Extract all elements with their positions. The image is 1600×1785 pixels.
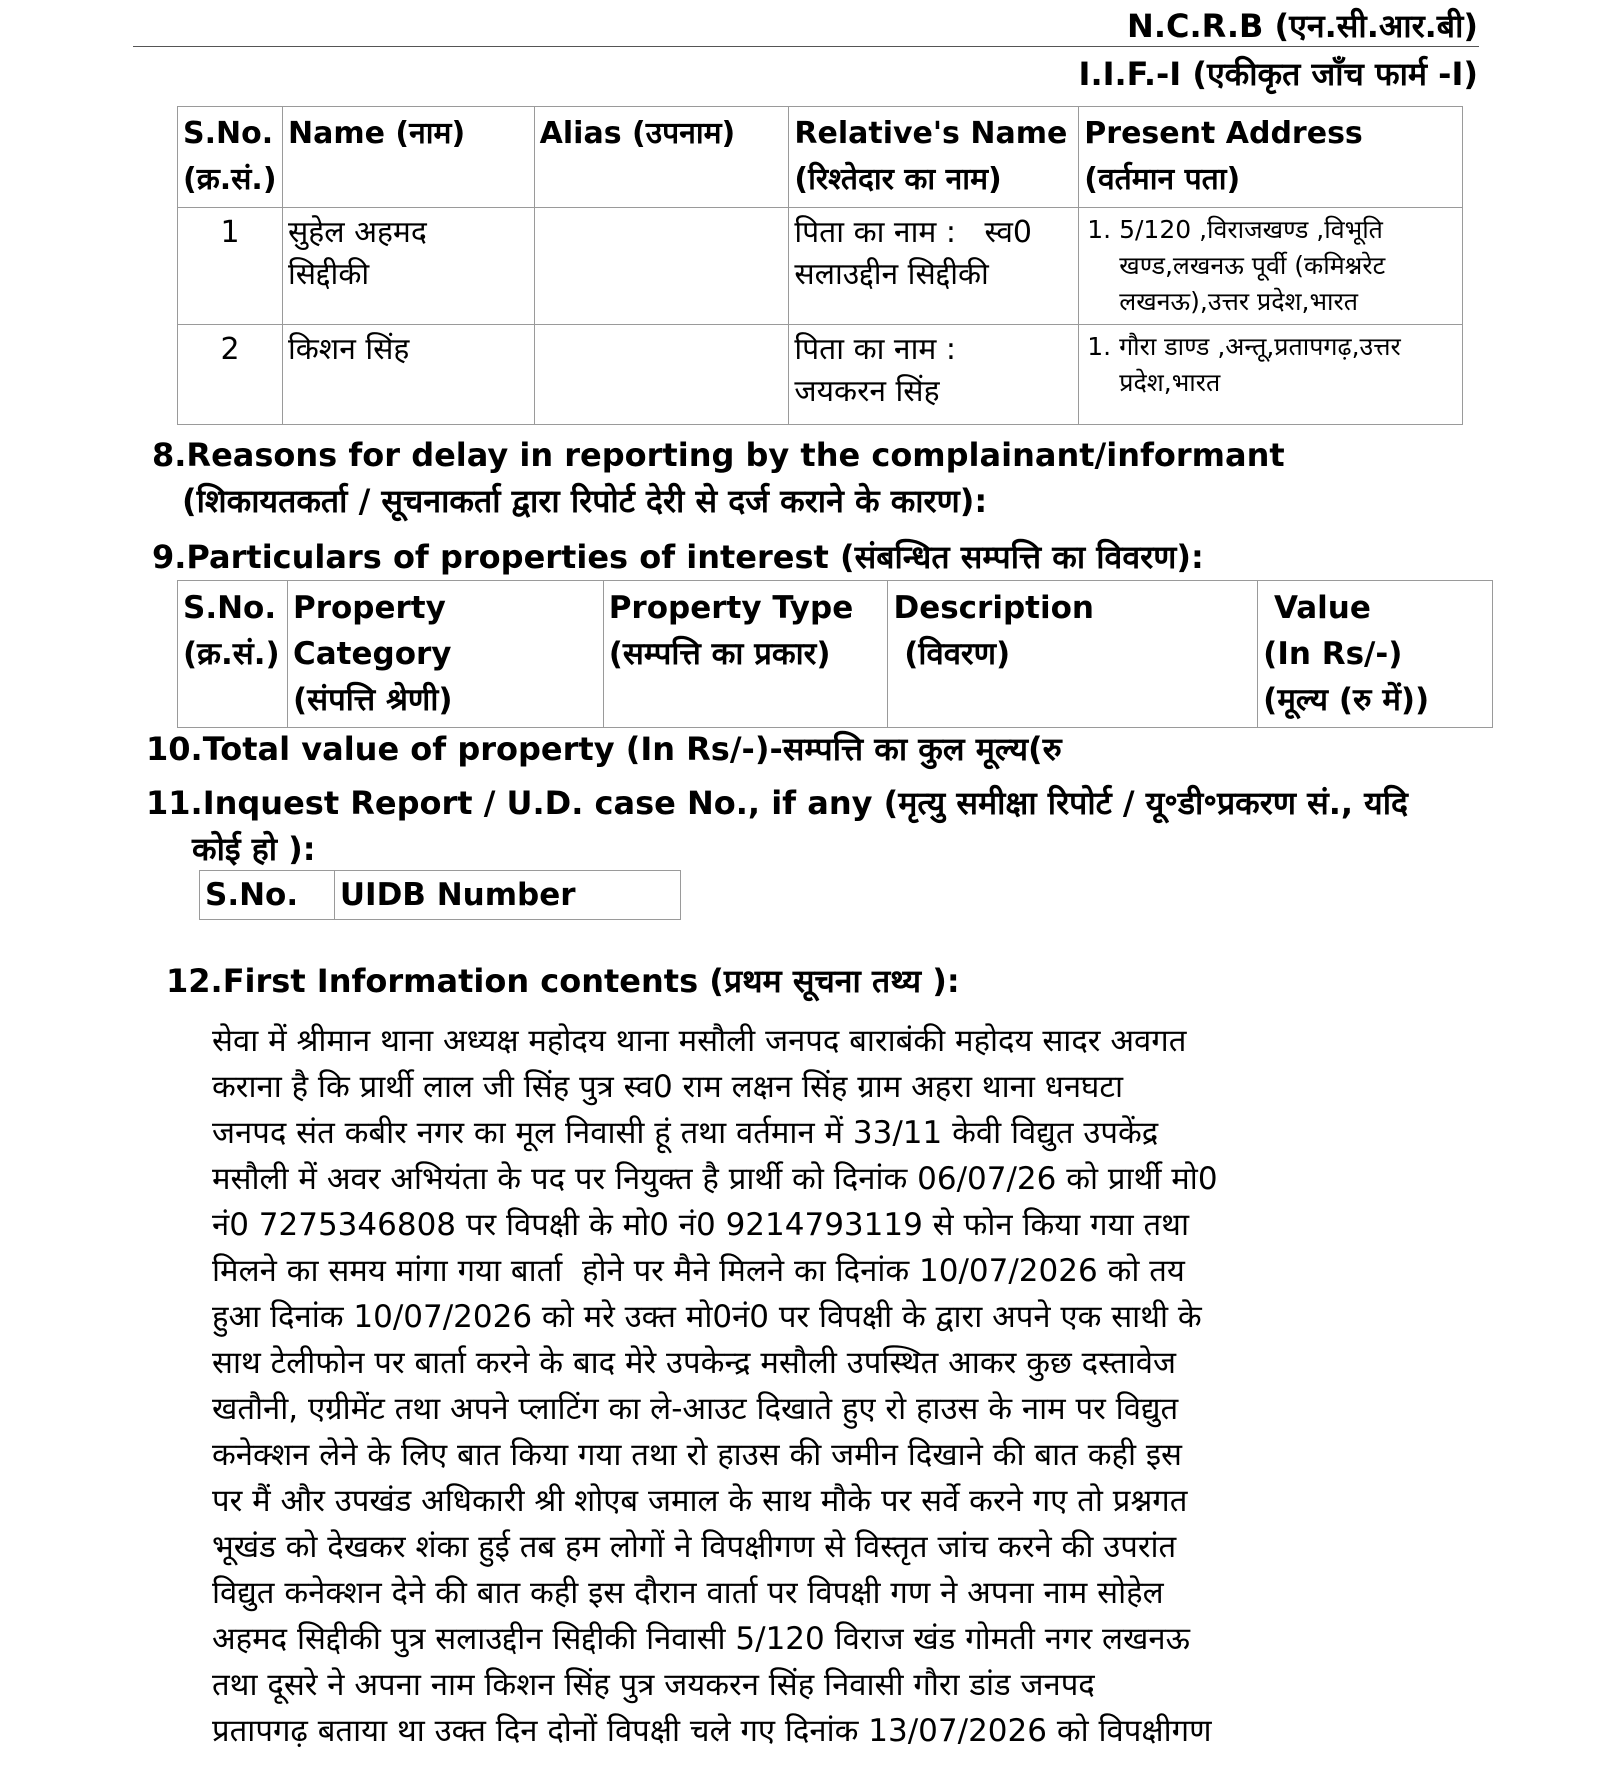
fir-line: मिलने का समय मांगा गया बार्ता होने पर मैने मिलने का दिनांक 10/07/2026 को तय <box>212 1253 1185 1289</box>
section-12-number: 12. <box>166 962 223 1000</box>
col-header-description: Description (विवरण) <box>888 581 1258 728</box>
fir-line: कराना है कि प्रार्थी लाल जी सिंह पुत्र स्व0 राम लक्षन सिंह ग्राम अहरा थाना धनघटा <box>212 1069 1124 1105</box>
section-11 <box>146 780 1408 872</box>
fir-line: खतौनी, एग्रीमेंट तथा अपने प्लाटिंग का ले-आउट दिखाते हुए रो हाउस के नाम पर विद्युत <box>212 1391 1179 1427</box>
fir-contents <box>212 1018 1372 1754</box>
fir-line: मसौली में अवर अभियंता के पद पर नियुक्त है प्रार्थी को दिनांक 06/07/26 को प्रार्थी मो0 <box>212 1161 1218 1197</box>
section-11-title: Inquest Report / U.D. case No., if any (मृत्यु समीक्षा रिपोर्ट / यू॰डी॰प्रकरण सं., यदि <box>202 784 1409 822</box>
section-11-number: 11. <box>146 784 203 822</box>
fir-line: सेवा में श्रीमान थाना अध्यक्ष महोदय थाना मसौली जनपद बाराबंकी महोदय सादर अवगत <box>212 1023 1187 1059</box>
table-row <box>178 208 1463 325</box>
header-divider <box>133 46 1479 47</box>
fir-line: हुआ दिनांक 10/07/2026 को मरे उक्त मो0नं0 पर विपक्षी के द्वारा अपने एक साथी के <box>212 1299 1202 1335</box>
section-12-title: First Information contents (प्रथम सूचना तथ्य ): <box>222 962 960 1000</box>
fir-line: अहमद सिद्दीकी पुत्र सलाउद्दीन सिद्दीकी निवासी 5/120 विराज खंड गोमती नगर लखनऊ <box>212 1621 1190 1657</box>
col-header-sno: S.No. (क्र.सं.) <box>178 107 283 208</box>
cell-address: 1. 5/120 ,विराजखण्ड ,विभूति खण्ड,लखनऊ पूर्वी (कमिश्नरेट लखनऊ),उत्तर प्रदेश,भारत <box>1079 208 1463 325</box>
section-8-number: 8. <box>152 436 187 474</box>
col-header-value: Value (In Rs/-) (मूल्य (रु में)) <box>1258 581 1493 728</box>
section-12 <box>166 958 960 1004</box>
fir-line: कनेक्शन लेने के लिए बात किया गया तथा रो हाउस की जमीन दिखाने की बात कही इस <box>212 1437 1183 1473</box>
cell-name: सुहेल अहमद सिद्दीकी <box>282 208 534 325</box>
section-8-title: Reasons for delay in reporting by the complainant/informant <box>186 436 1285 474</box>
accused-table-header <box>178 107 1463 208</box>
section-11-title-cont: कोई हो ): <box>192 830 316 868</box>
cell-alias <box>534 208 789 325</box>
fir-line: भूखंड को देखकर शंका हुई तब हम लोगों ने विपक्षीगण से विस्तृत जांच करने की उपरांत <box>212 1529 1177 1565</box>
fir-line: विद्युत कनेक्शन देने की बात कही इस दौरान वार्ता पर विपक्षी गण ने अपना नाम सोहेल <box>212 1575 1164 1611</box>
section-9-number: 9. <box>152 538 187 576</box>
section-10-number: 10. <box>146 730 203 768</box>
accused-table <box>177 106 1463 425</box>
col-header-sno: S.No. <box>200 871 335 920</box>
cell-relative: पिता का नाम : जयकरन सिंह <box>789 325 1079 425</box>
fir-line: साथ टेलीफोन पर बार्ता करने के बाद मेरे उपकेन्द्र मसौली उपस्थित आकर कुछ दस्तावेज <box>212 1345 1177 1381</box>
col-header-name: Name (नाम) <box>282 107 534 208</box>
cell-relative: पिता का नाम : स्व0 सलाउद्दीन सिद्दीकी <box>789 208 1079 325</box>
section-9-title: Particulars of properties of interest <box>186 538 829 576</box>
fir-line: जनपद संत कबीर नगर का मूल निवासी हूं तथा वर्तमान में 33/11 केवी विद्युत उपकेंद्र <box>212 1115 1159 1151</box>
cell-name: किशन सिंह <box>282 325 534 425</box>
uidb-table-header <box>200 871 681 920</box>
property-table-header <box>178 581 1493 728</box>
col-header-alias: Alias (उपनाम) <box>534 107 789 208</box>
cell-sno: 2 <box>178 325 283 425</box>
cell-address: 1. गौरा डाण्ड ,अन्तू,प्रतापगढ़,उत्तर प्रदेश,भारत <box>1079 325 1463 425</box>
section-8 <box>152 432 1285 524</box>
section-10 <box>146 726 1062 772</box>
uidb-table <box>199 870 681 920</box>
col-header-relative: Relative's Name (रिश्तेदार का नाम) <box>789 107 1079 208</box>
fir-line: नं0 7275346808 पर विपक्षी के मो0 नं0 9214793119 से फोन किया गया तथा <box>212 1207 1189 1243</box>
cell-alias <box>534 325 789 425</box>
cell-sno: 1 <box>178 208 283 325</box>
section-9-title-hindi: (संबन्धित सम्पत्ति का विवरण): <box>839 538 1204 576</box>
col-header-property-type: Property Type (सम्पत्ति का प्रकार) <box>603 581 888 728</box>
header-form-title: I.I.F.-I (एकीकृत जाँच फार्म -I) <box>1078 55 1478 93</box>
col-header-address: Present Address (वर्तमान पता) <box>1079 107 1463 208</box>
section-8-title-hindi: (शिकायतकर्ता / सूचनाकर्ता द्वारा रिपोर्ट देरी से दर्ज कराने के कारण): <box>182 482 988 520</box>
fir-line: तथा दूसरे ने अपना नाम किशन सिंह पुत्र जयकरन सिंह निवासी गौरा डांड जनपद <box>212 1667 1095 1703</box>
property-table <box>177 580 1493 728</box>
table-row <box>178 325 1463 425</box>
col-header-property-category: Property Category (संपत्ति श्रेणी) <box>287 581 603 728</box>
section-10-title: Total value of property (In Rs/-)-सम्पत्ति का कुल मूल्य(रु <box>202 730 1062 768</box>
fir-line: प्रतापगढ़ बताया था उक्त दिन दोनों विपक्षी चले गए दिनांक 13/07/2026 को विपक्षीगण <box>212 1713 1212 1749</box>
section-9 <box>152 534 1204 580</box>
col-header-sno: S.No. (क्र.सं.) <box>178 581 288 728</box>
header-ncrb: N.C.R.B (एन.सी.आर.बी) <box>1127 7 1478 45</box>
fir-line: पर मैं और उपखंड अधिकारी श्री शोएब जमाल के साथ मौके पर सर्वे करने गए तो प्रश्नगत <box>212 1483 1188 1519</box>
col-header-uidb-number: UIDB Number <box>334 871 680 920</box>
